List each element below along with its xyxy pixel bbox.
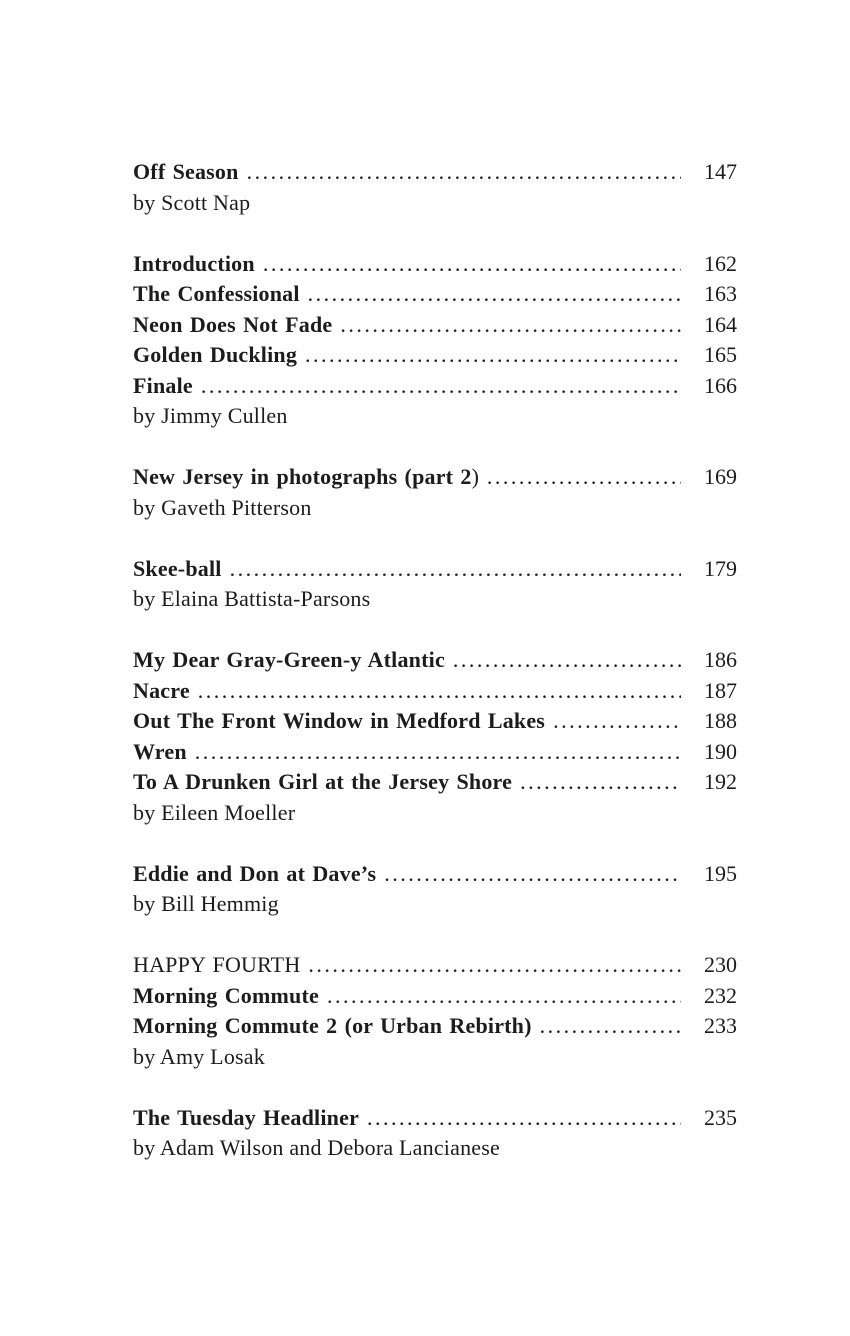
- toc-rows: [133, 1103, 737, 1134]
- dot-leader: [540, 1011, 681, 1042]
- dot-leader: [384, 859, 681, 890]
- author-byline: by Gaveth Pitterson: [133, 494, 312, 520]
- entry-page-number: 164: [704, 311, 737, 337]
- dot-leader: [340, 310, 681, 341]
- dot-leader: [367, 1103, 681, 1134]
- entry-page-number: 165: [704, 342, 737, 367]
- author-byline: by Elaina Battista-Parsons: [133, 586, 371, 611]
- toc-group: [133, 157, 737, 218]
- toc-rows: [133, 157, 737, 188]
- dot-leader: [327, 981, 681, 1012]
- toc-row: [133, 279, 737, 310]
- toc-row: [133, 554, 737, 585]
- toc-rows: [133, 249, 737, 402]
- entry-page-number: 187: [704, 677, 737, 703]
- toc-rows: [133, 462, 737, 493]
- toc-row: [133, 371, 737, 402]
- entry-page-number: 169: [704, 464, 737, 489]
- entry-page-number: 195: [704, 860, 737, 886]
- toc-row: [133, 1103, 737, 1134]
- dot-leader: [201, 371, 681, 402]
- entry-title: My Dear Gray-Green-y Atlantic: [133, 647, 445, 672]
- toc-row: [133, 676, 737, 707]
- author-byline: by Eileen Moeller: [133, 799, 296, 825]
- entry-page-number: 230: [704, 952, 737, 977]
- entry-page-number: 190: [704, 738, 737, 764]
- entry-title: To A Drunken Girl at the Jersey Shore: [133, 769, 513, 794]
- dot-leader: [263, 249, 681, 280]
- toc-row: [133, 767, 737, 798]
- entry-title: Skee-ball: [133, 555, 222, 581]
- entry-title: Morning Commute 2 (or Urban Rebirth): [133, 1013, 532, 1038]
- toc-group: [133, 1103, 737, 1164]
- toc-group: [133, 249, 737, 432]
- entry-title: Wren: [133, 738, 187, 764]
- entry-page-number: 192: [704, 769, 737, 794]
- toc-group: [133, 462, 737, 523]
- author-byline: by Scott Nap: [133, 189, 251, 215]
- entry-page-number: 163: [704, 281, 737, 306]
- author-byline: by Adam Wilson and Debora Lancianese: [133, 1135, 500, 1160]
- dot-leader: [453, 645, 681, 676]
- toc-row: [133, 340, 737, 371]
- entry-title: Golden Duckling: [133, 342, 298, 367]
- dot-leader: [247, 157, 681, 188]
- entry-title: Off Season: [133, 159, 239, 184]
- entry-page-number: 162: [704, 250, 737, 276]
- toc-row: [133, 310, 737, 341]
- dot-leader: [520, 767, 681, 798]
- toc-row: [133, 737, 737, 768]
- toc-group: [133, 554, 737, 615]
- toc-group: [133, 859, 737, 920]
- dot-leader: [230, 554, 681, 585]
- entry-page-number: 147: [704, 159, 737, 184]
- toc-row: [133, 950, 737, 981]
- dot-leader: [195, 737, 681, 768]
- toc-row: [133, 645, 737, 676]
- toc-rows: [133, 950, 737, 1042]
- author-byline: by Amy Losak: [133, 1043, 265, 1069]
- entry-title: Introduction: [133, 250, 255, 276]
- dot-leader: [305, 340, 681, 371]
- toc-rows: [133, 554, 737, 585]
- dot-leader: [553, 706, 681, 737]
- dot-leader: [308, 279, 681, 310]
- dot-leader: [198, 676, 681, 707]
- entry-title: Neon Does Not Fade: [133, 311, 333, 337]
- entry-title: Nacre: [133, 677, 190, 703]
- entry-title: The Confessional: [133, 281, 300, 306]
- toc-row: [133, 981, 737, 1012]
- entry-page-number: 188: [704, 708, 737, 733]
- entry-title: New Jersey in photographs (part 2: [133, 464, 472, 489]
- toc-row: [133, 706, 737, 737]
- toc-row: [133, 859, 737, 890]
- entry-title: Morning Commute: [133, 982, 319, 1008]
- entry-title: Finale: [133, 372, 193, 398]
- toc-row: [133, 249, 737, 280]
- entry-title: The Tuesday Headliner: [133, 1104, 360, 1130]
- entry-page-number: 166: [704, 372, 737, 398]
- entry-title: HAPPY FOURTH: [133, 952, 301, 977]
- toc-row: [133, 157, 737, 188]
- toc-rows: [133, 645, 737, 798]
- entry-page-number: 235: [704, 1104, 737, 1130]
- entry-page-number: 232: [704, 982, 737, 1008]
- dot-leader: [487, 462, 681, 493]
- entry-page-number: 179: [704, 555, 737, 581]
- dot-leader: [308, 950, 681, 981]
- entry-title: Eddie and Don at Dave’s: [133, 860, 377, 886]
- toc-group: [133, 950, 737, 1072]
- entry-title: Out The Front Window in Medford Lakes: [133, 708, 546, 733]
- author-byline: by Bill Hemmig: [133, 891, 279, 916]
- toc-groups: [133, 157, 737, 1194]
- toc-row: [133, 462, 737, 493]
- author-byline: by Jimmy Cullen: [133, 403, 288, 428]
- toc-group: [133, 645, 737, 828]
- entry-title-suffix: ): [471, 464, 479, 489]
- toc-row: [133, 1011, 737, 1042]
- entry-page-number: 233: [704, 1013, 737, 1038]
- entry-page-number: 186: [704, 647, 737, 672]
- toc-rows: [133, 859, 737, 890]
